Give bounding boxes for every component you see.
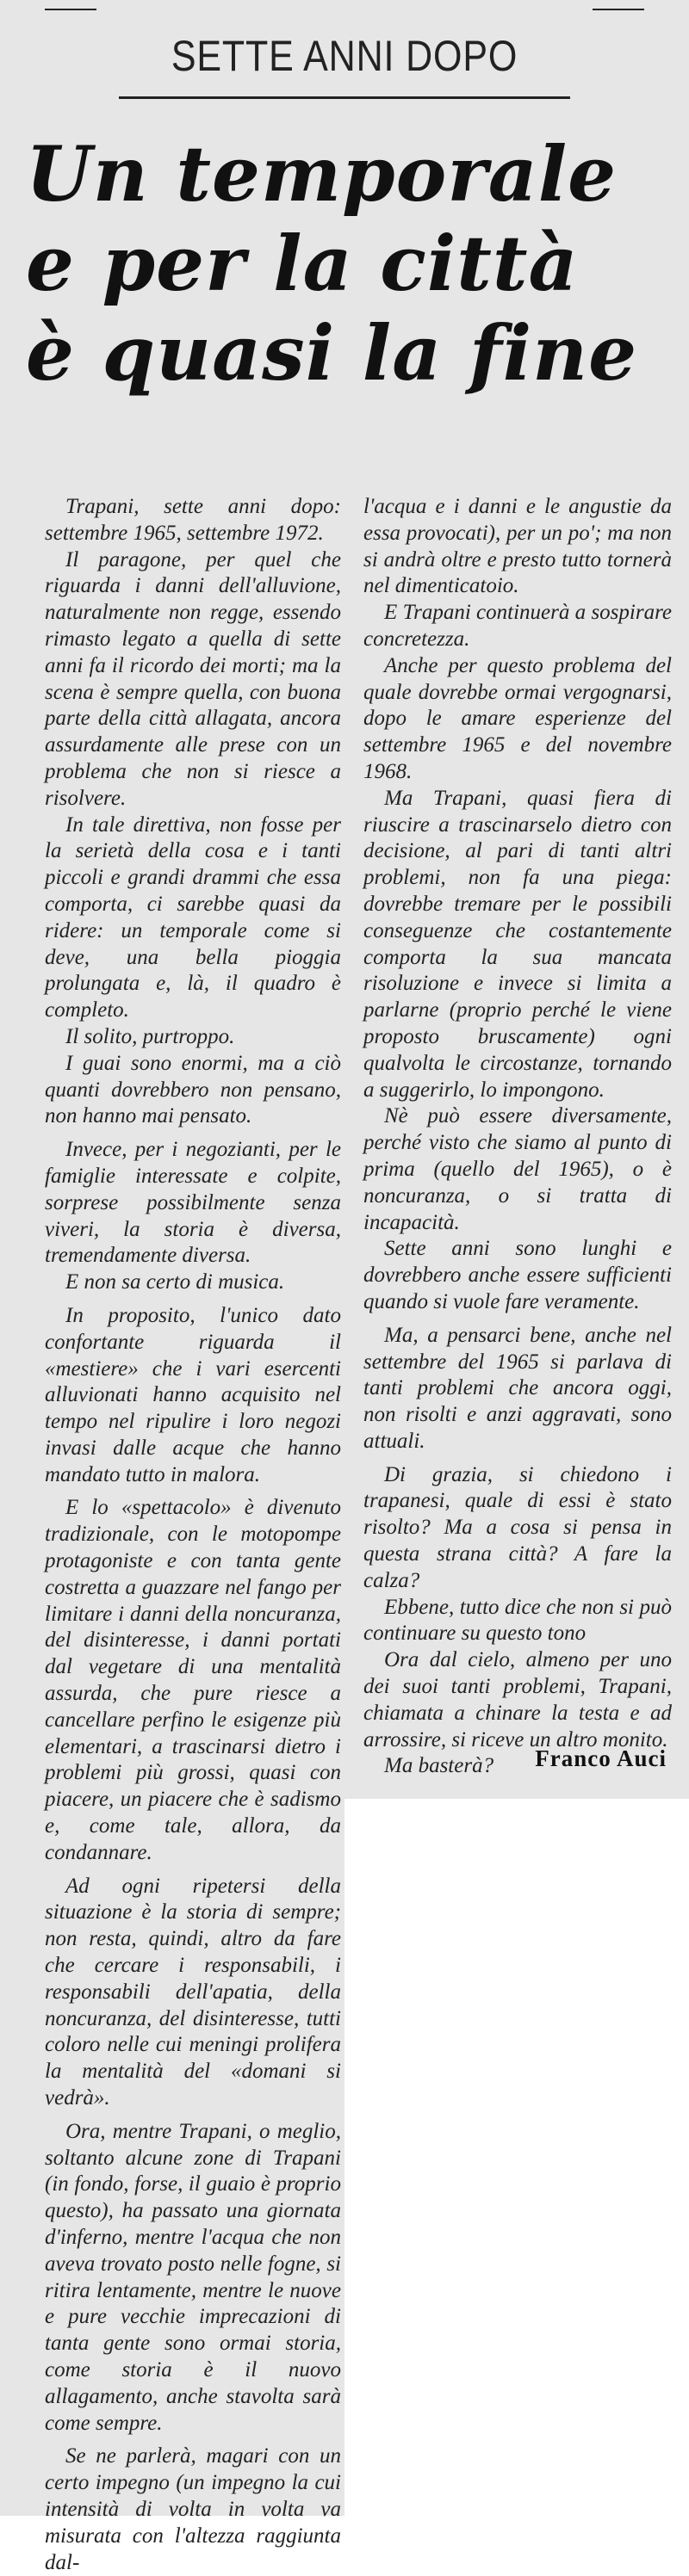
paragraph: l'acqua e i danni e le angustie da essa provocati), per un po'; ma non si andrà oltre e presto tutto tornerà nel dimenticatoio. (363, 495, 672, 598)
paragraph: Ad ogni ripetersi della situazione è la storia di sempre; non resta, quindi, altro da fare che cercare i responsabili, i responsabili dell'apatia, della noncuranza, del disinteresse, tutti coloro nelle cui meningi prolifera la mentalità del «domani si vedrà». (45, 1874, 341, 2110)
paragraph: E Trapani continuerà a sospirare concretezza. (363, 601, 672, 651)
headline-line: e per la città (26, 219, 579, 308)
paragraph: In proposito, l'unico dato confortante riguarda il «mestiere» che i vari esercenti alluvionati hanno acquisito nel tempo nel ripulire i loro negozi invasi dalle acque che hanno mandato tutto in malora. (45, 1303, 341, 1486)
article-headline (26, 129, 680, 398)
paragraph: Ebbene, tutto dice che non si può continuare su questo tono (363, 1595, 672, 1646)
paragraph: Nè può essere diversamente, perché visto che siamo al punto di prima (quello del 1965), o è noncuranza, o si tratta di incapacità. (363, 1104, 672, 1234)
paragraph: Di grazia, si chiedono i trapanesi, quale di essi è stato risolto? Ma a cosa si pensa in questa strana città? A fare la calza? (363, 1462, 672, 1592)
top-rule-left (45, 9, 96, 10)
paragraph: E non sa certo di musica. (65, 1270, 285, 1294)
author-byline: Franco Auci (535, 1745, 667, 1771)
kicker-underline (119, 96, 570, 99)
paragraph: Ora, mentre Trapani, o meglio, soltanto alcune zone di Trapani (in fondo, forse, il guaio è proprio questo), ha passato una giornata d'inferno, mentre l'acqua che non aveva trovato posto nelle fogne, si ritira lentamente, mentre le nuove e pure vecchie imprecazioni di tanta gente sono ormai storia, come storia è il nuovo allagamento, anche stavolta sarà come sempre. (45, 2119, 341, 2435)
paragraph: Invece, per i negozianti, per le famiglie interessate e colpite, sorprese possibilmente senza viveri, la storia è diversa, tremendamente diversa. (45, 1138, 341, 1268)
paragraph: Ma, a pensarci bene, anche nel settembre del 1965 si parlava di tanti problemi che ancora oggi, non risolti e anzi aggravati, sono attuali. (363, 1323, 672, 1453)
article-column-1 (45, 494, 341, 2576)
paragraph: Anche per questo problema del quale dovrebbe ormai vergognarsi, dopo le amare esperienze del settembre 1965 e del novembre 1968. (363, 653, 672, 783)
paragraph: Ora dal cielo, almeno per uno dei suoi tanti problemi, Trapani, chiamata a chinare la testa e ad arrossire, si riceve un altro monito. (363, 1648, 672, 1751)
paragraph: In tale direttiva, non fosse per la serietà della cosa e i tanti piccoli e grandi drammi che essa comporta, ci sarebbe quasi da ridere: un temporale come si deve, una bella pioggia prolungata e, là, il quadro è completo. (45, 812, 341, 1022)
paragraph: E lo «spettacolo» è divenuto tradizionale, con le motopompe protagoniste e con tanta gente costretta a guazzare nel fango per limitare i danni della noncuranza, del disinteresse, i danni portati dal vegetare di una mentalità assurda, che pure riesce a cancellare perfino le esigenze più elementari, a trascinarsi dietro i problemi più grossi, quasi con piacere, un piacere che è sadismo e, come tale, allora, da condannare. (45, 1496, 341, 1864)
paragraph: Ma Trapani, quasi fiera di riuscire a trascinarselo dietro con decisione, al pari di tanti altri problemi, non fa una piega: dovrebbe tremare per le possibili conseguenze che costantemente comporta la sua mancata risoluzione e invece si limita a parlarne (proprio perché le viene proposto bruscamente) ogni qualvolta le circostanze, tornando a suggerirlo, lo impongono. (363, 786, 672, 1102)
headline-line: è quasi la fine (26, 308, 638, 398)
paragraph: Il solito, purtroppo. (65, 1024, 235, 1048)
paragraph: I guai sono enormi, ma a ciò quanti dovrebbero non pensano, non hanno mai pensato. (45, 1051, 341, 1128)
top-rule-right (593, 9, 644, 10)
article-column-2 (363, 494, 672, 1780)
headline-line: Un temporale (26, 129, 618, 219)
paragraph: Sette anni sono lunghi e dovrebbero anche essere sufficienti quando si vuole fare veramente. (363, 1237, 672, 1313)
paragraph: Il paragone, per quel che riguarda i danni dell'alluvione, naturalmente non regge, essendo rimasto legato a quella di sette anni fa il ricordo dei morti; ma la scena è sempre quella, con buona parte della città allagata, ancora assurdamente alle prese con un problema che non si riesce a risolvere. (45, 547, 341, 810)
paragraph: Ma basterà? (384, 1754, 494, 1778)
article-kicker: SETTE ANNI DOPO (171, 32, 518, 80)
paragraph: Trapani, sette anni dopo: settembre 1965, settembre 1972. (45, 495, 341, 545)
paragraph: Se ne parlerà, magari con un certo impegno (un impegno la cui intensità di volta in volta va misurata con l'altezza raggiunta dal- (45, 2444, 341, 2574)
